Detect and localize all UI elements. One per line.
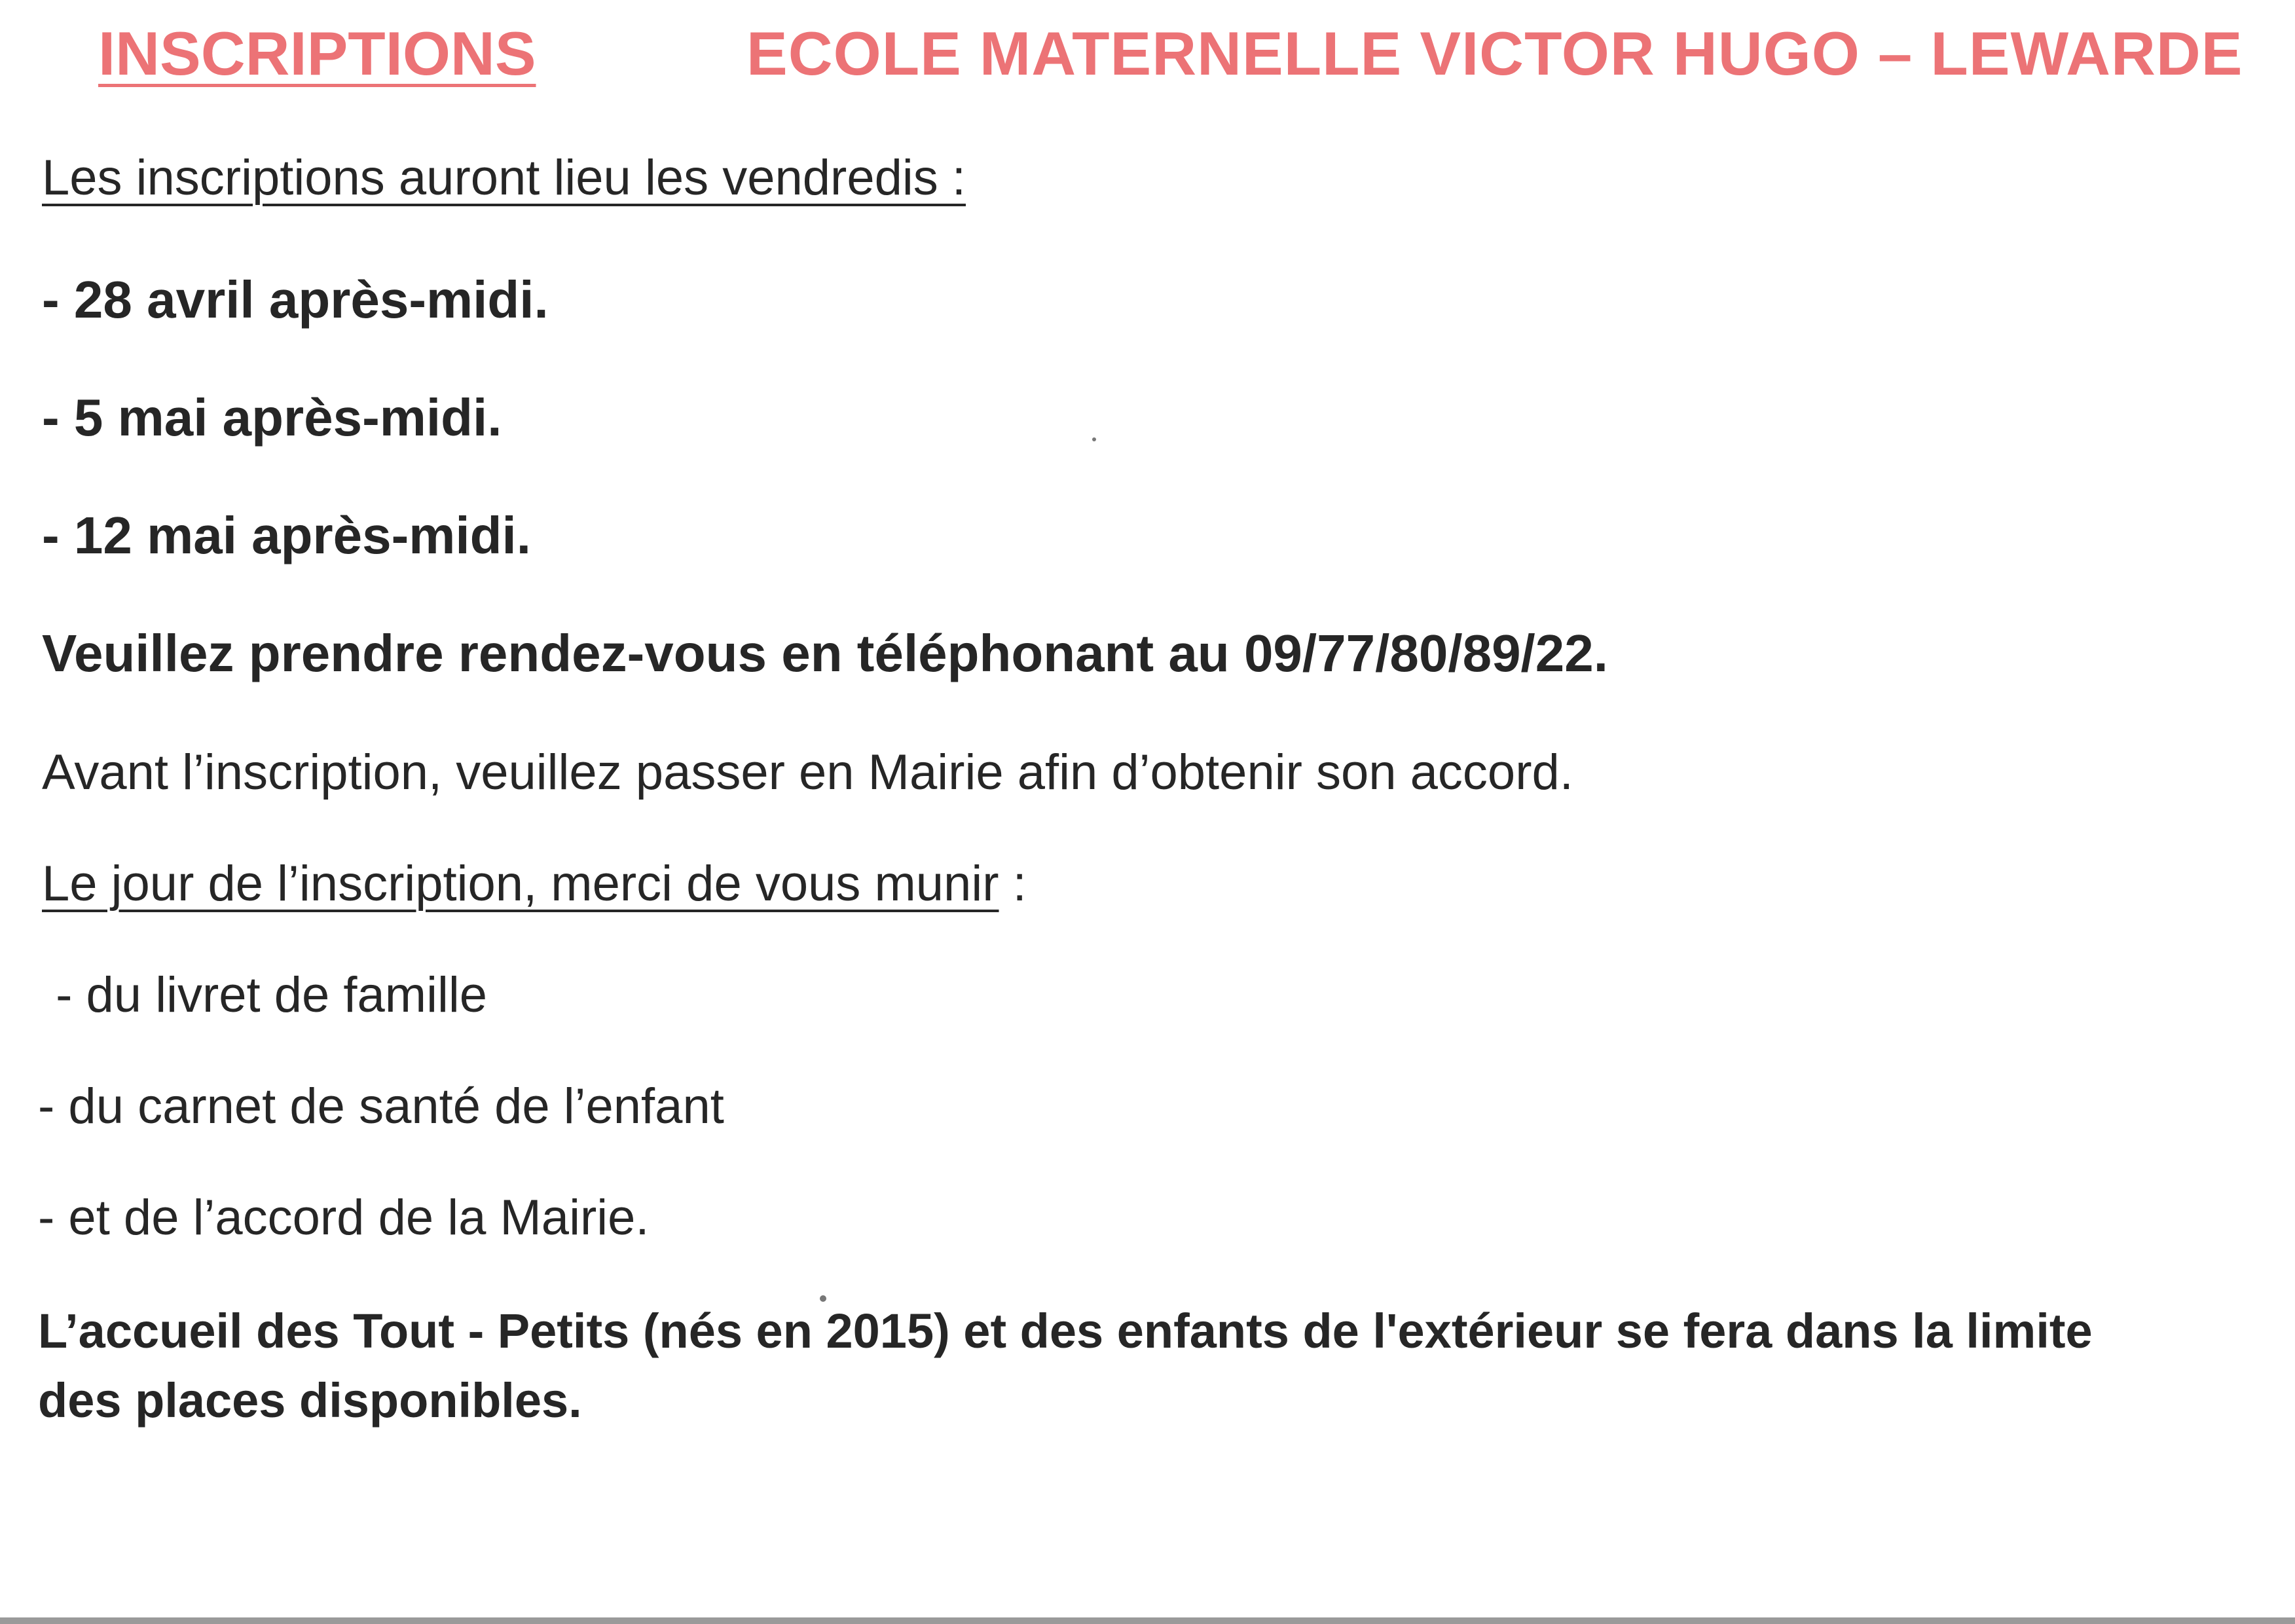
footer-note-line-1: L’accueil des Tout - Petits (nés en 2015) et des enfants de l'extérieur se fera dans la limite <box>38 1304 2093 1358</box>
documents-intro <box>42 855 1027 912</box>
scan-speck <box>820 1295 826 1302</box>
schedule-date-3: - 12 mai après-midi. <box>42 506 531 564</box>
school-name-title: ECOLE MATERNELLE VICTOR HUGO – LEWARDE <box>746 19 2243 88</box>
mairie-notice: Avant l’inscription, veuillez passer en Mairie afin d’obtenir son accord. <box>42 745 1573 800</box>
schedule-intro: Les inscriptions auront lieu les vendredis : <box>42 150 966 206</box>
inscriptions-title: INSCRIPTIONS <box>98 19 536 88</box>
document-item-1: - du livret de famille <box>42 967 488 1023</box>
schedule-date-1: - 28 avril après-midi. <box>42 270 549 329</box>
document-item-2: - du carnet de santé de l’enfant <box>38 1079 724 1134</box>
appointment-instruction: Veuillez prendre rendez-vous en téléphonant au 09/77/80/89/22. <box>42 624 1608 682</box>
document-item-3: - et de l’accord de la Mairie. <box>38 1190 650 1246</box>
schedule-date-2: - 5 mai après-midi. <box>42 388 502 447</box>
scan-speck <box>1092 437 1096 441</box>
documents-intro-underlined: Le jour de l’inscription, merci de vous munir <box>42 856 999 912</box>
documents-intro-suffix: : <box>999 856 1027 912</box>
bottom-rule <box>0 1617 2295 1624</box>
footer-note-line-2: des places disponibles. <box>38 1373 582 1428</box>
